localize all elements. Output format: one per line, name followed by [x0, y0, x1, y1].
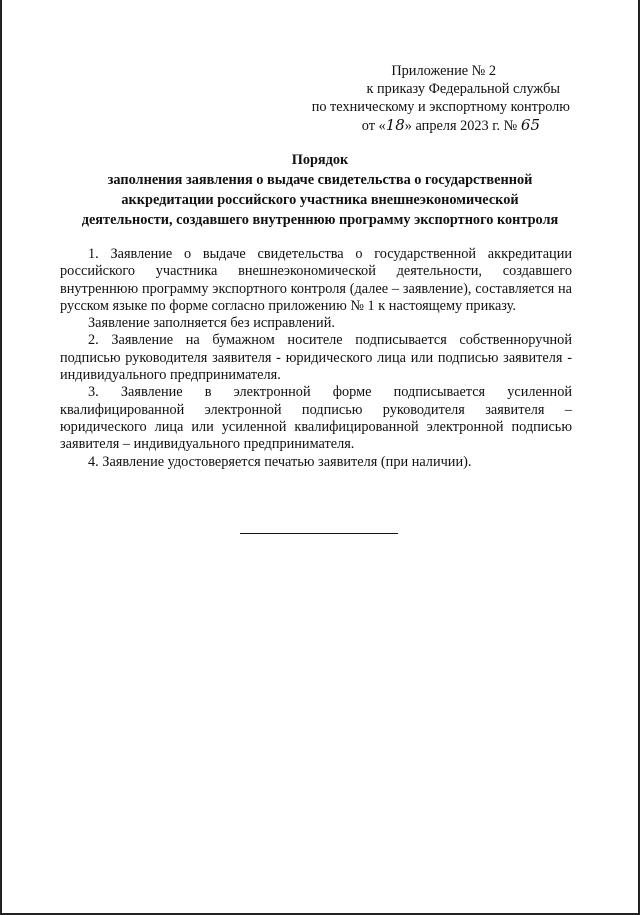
- title-line-1: заполнения заявления о выдаче свидетельства о государственной: [107, 172, 533, 188]
- date-prefix: от «: [361, 118, 386, 134]
- document-title: [60, 150, 580, 230]
- paragraph-3: 3. Заявление в электронной форме подписывается усиленной квалифицированной электронной подписью руководителя заявителя – юридического лица или усиленной квалифицированной электронной подписью заявителя – индивидуального предпринимателя.: [60, 384, 572, 453]
- appendix-number: Приложение № 2: [391, 63, 496, 79]
- paragraph-4: 4. Заявление удостоверяется печатью заявителя (при наличии).: [88, 453, 472, 470]
- appendix-order-ref: к приказу Федеральной службы: [366, 81, 560, 97]
- paragraph-1: 1. Заявление о выдаче свидетельства о государственной аккредитации российского участника внешнеэкономической деятельности, создавшего внутреннюю программу экспортного контроля (далее – заявление), составляется на русском языке по форме согласно приложению № 1 к настоящему приказу.: [60, 246, 572, 314]
- paragraph-1-note: Заявление заполняется без исправлений.: [88, 315, 335, 332]
- appendix-header: [280, 62, 580, 135]
- appendix-service-name: по техническому и экспортному контролю: [311, 99, 570, 115]
- document-body: [60, 246, 572, 471]
- title-line-3: деятельности, создавшего внутреннюю программу экспортного контроля: [81, 212, 559, 228]
- appendix-date-line: [280, 116, 540, 135]
- title-heading: Порядок: [291, 152, 349, 168]
- handwritten-day: 18: [385, 116, 405, 134]
- date-middle: » апреля 2023 г. №: [404, 118, 518, 134]
- handwritten-order-number: 65: [520, 116, 540, 134]
- paragraph-2: 2. Заявление на бумажном носителе подписывается собственноручной подписью руководителя заявителя - юридического лица или подписью заявителя - индивидуального предпринимателя.: [60, 332, 572, 384]
- title-line-2: аккредитации российского участника внешнеэкономической: [121, 192, 519, 208]
- closing-rule: [240, 533, 398, 534]
